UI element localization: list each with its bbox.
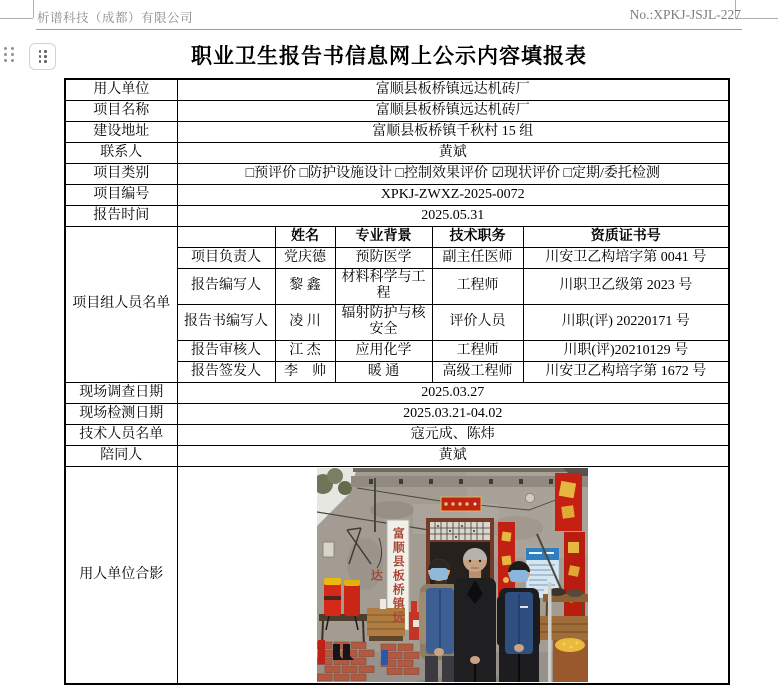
field-value: 富顺县板桥镇远达机砖厂 [177, 79, 729, 100]
member-role: 报告签发人 [177, 361, 275, 382]
member-name: 黎 鑫 [275, 268, 335, 304]
member-role: 报告编写人 [177, 268, 275, 304]
member-title: 工程师 [432, 268, 523, 304]
member-title: 评价人员 [432, 304, 523, 340]
field-label: 报告时间 [65, 205, 177, 226]
member-cert: 川职(评)20210129 号 [523, 340, 729, 361]
field-value: 富顺县板桥镇远达机砖厂 [177, 100, 729, 121]
wall-lamp [526, 493, 535, 502]
team-section-label: 项目组人员名单 [65, 226, 177, 382]
field-label: 技术人员名单 [65, 424, 177, 445]
field-value: 富顺县板桥镇千秋村 15 组 [177, 121, 729, 142]
member-major: 辐射防护与核安全 [335, 304, 432, 340]
field-value: 2025.03.27 [177, 382, 729, 403]
factory-sign-text: 富顺县板桥镇远达 [369, 526, 406, 625]
team-column-header: 资质证书号 [523, 226, 729, 247]
member-name: 江 杰 [275, 340, 335, 361]
member-major: 应用化学 [335, 340, 432, 361]
field-label: 项目类别 [65, 163, 177, 184]
member-major: 材料科学与工程 [335, 268, 432, 304]
team-column-header [177, 226, 275, 247]
field-label: 陪同人 [65, 445, 177, 466]
member-title: 副主任医师 [432, 247, 523, 268]
page-title: 职业卫生报告书信息网上公示内容填报表 [191, 45, 587, 68]
member-title: 工程师 [432, 340, 523, 361]
crop-mark-top-left [0, 18, 33, 19]
report-form-table [64, 78, 730, 685]
member-name: 凌 川 [275, 304, 335, 340]
field-label: 现场检测日期 [65, 403, 177, 424]
header-divider [36, 29, 742, 30]
member-title: 高级工程师 [432, 361, 523, 382]
field-value: 黄斌 [177, 142, 729, 163]
photo-row-label: 用人单位合影 [65, 466, 177, 684]
member-cert: 川安卫乙构培字第 0041 号 [523, 247, 729, 268]
member-name: 李 帅 [275, 361, 335, 382]
team-column-header: 专业背景 [335, 226, 432, 247]
red-banner-above-door [441, 497, 481, 511]
member-major: 预防医学 [335, 247, 432, 268]
header-company-name: 析谱科技（成都）有限公司 [37, 11, 194, 25]
field-value: XPKJ-ZWXZ-2025-0072 [177, 184, 729, 205]
field-label: 联系人 [65, 142, 177, 163]
field-label: 用人单位 [65, 79, 177, 100]
crop-mark-top-left [33, 0, 34, 18]
member-role: 报告审核人 [177, 340, 275, 361]
member-cert: 川安卫乙构培字第 1672 号 [523, 361, 729, 382]
member-name: 党庆德 [275, 247, 335, 268]
field-value: 黄斌 [177, 445, 729, 466]
member-role: 报告书编写人 [177, 304, 275, 340]
field-label: 项目编号 [65, 184, 177, 205]
field-label: 项目名称 [65, 100, 177, 121]
member-major: 暖 通 [335, 361, 432, 382]
field-value: 2025.05.31 [177, 205, 729, 226]
team-column-header: 技术职务 [432, 226, 523, 247]
photo-cell [177, 466, 729, 684]
photo-scene [317, 468, 588, 682]
field-label: 建设地址 [65, 121, 177, 142]
member-cert: 川职卫乙级第 2023 号 [523, 268, 729, 304]
header-doc-number: No.:XPKJ-JSJL-227 [629, 7, 741, 22]
team-column-header: 姓名 [275, 226, 335, 247]
member-role: 项目负责人 [177, 247, 275, 268]
member-cert: 川职(评) 20220171 号 [523, 304, 729, 340]
field-value: 寇元成、陈炜 [177, 424, 729, 445]
field-label: 现场调查日期 [65, 382, 177, 403]
roof-lintel [351, 468, 588, 487]
crop-mark-top-right [735, 18, 778, 19]
field-value: 2025.03.21-04.02 [177, 403, 729, 424]
project-category-checkboxes[interactable]: □预评价 □防护设施设计 □控制效果评价 ☑现状评价 □定期/委托检测 [177, 163, 729, 184]
company-group-photo[interactable] [317, 468, 588, 682]
